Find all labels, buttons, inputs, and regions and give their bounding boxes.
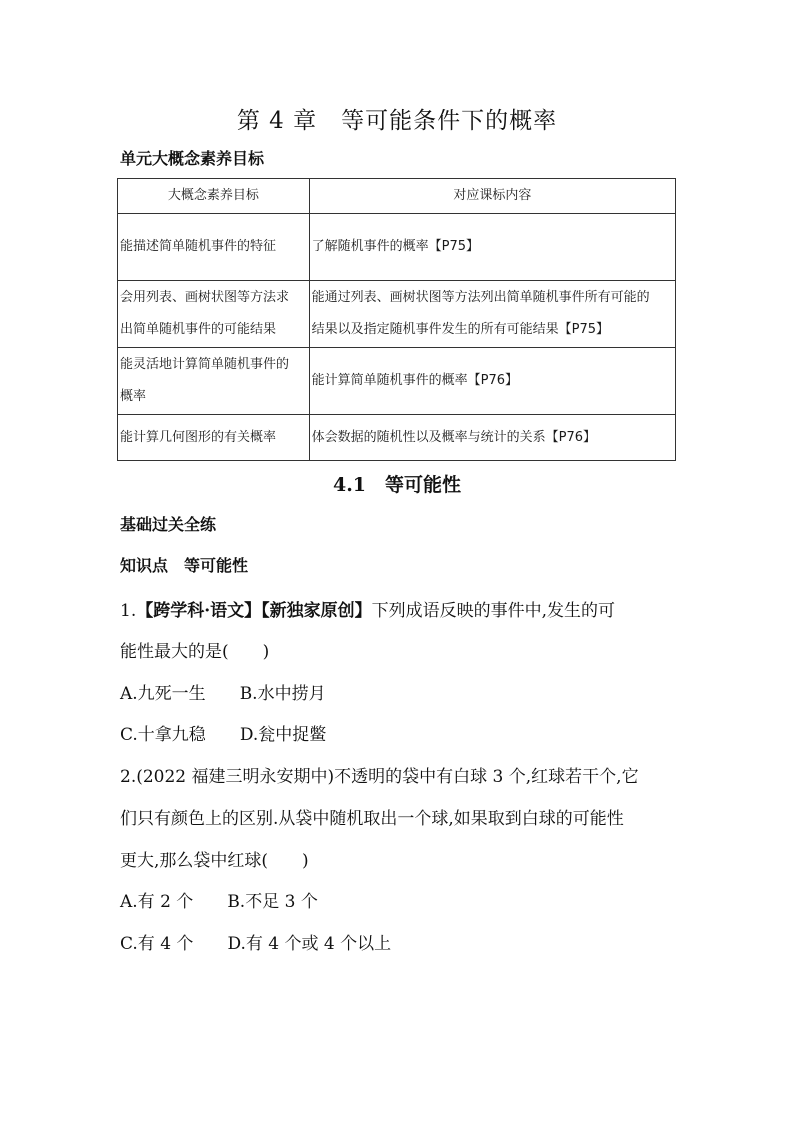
knowledge-point-heading: 知识点 等可能性	[120, 556, 249, 575]
option-c: C.有 4 个	[120, 934, 194, 954]
option-a: A.有 2 个	[120, 892, 194, 912]
table-row	[118, 348, 676, 415]
table-header-row	[118, 179, 676, 214]
option-b: B.水中捞月	[239, 684, 326, 704]
table-header-standard: 对应课标内容	[309, 179, 675, 214]
table-row	[118, 415, 676, 461]
unit-goals-heading: 单元大概念素养目标	[120, 149, 265, 168]
question-1-stem: 1.【跨学科·语文】【新独家原创】下列成语反映的事件中,发生的可	[120, 601, 616, 621]
question-1-options-row1	[120, 679, 326, 704]
table-row	[118, 214, 676, 281]
question-2-stem-cont: 更大,那么袋中红球( )	[120, 851, 309, 871]
option-b: B.不足 3 个	[227, 892, 318, 912]
option-d: D.有 4 个或 4 个以上	[227, 934, 392, 954]
question-1-tags: 【跨学科·语文】【新独家原创】	[136, 601, 372, 621]
question-1-options-row2	[120, 720, 326, 745]
goals-table	[117, 178, 676, 461]
goal-cell: 会用列表、画树状图等方法求 出简单随机事件的可能结果	[118, 281, 310, 348]
practice-heading: 基础过关全练	[120, 515, 217, 534]
question-2-stem-cont: 们只有颜色上的区别.从袋中随机取出一个球,如果取到白球的可能性	[120, 809, 624, 829]
table-header-goal: 大概念素养目标	[118, 179, 310, 214]
standard-cell: 能通过列表、画树状图等方法列出简单随机事件所有可能的 结果以及指定随机事件发生的所有可能结果【P75】	[309, 281, 675, 348]
option-a: A.九死一生	[120, 684, 206, 704]
standard-cell: 了解随机事件的概率【P75】	[309, 214, 675, 281]
standard-cell: 能计算简单随机事件的概率【P76】	[309, 348, 675, 415]
option-d: D.瓮中捉鳖	[239, 725, 327, 745]
standard-cell: 体会数据的随机性以及概率与统计的关系【P76】	[309, 415, 675, 461]
question-2-options-row1	[120, 887, 318, 912]
goal-cell: 能计算几何图形的有关概率	[118, 415, 310, 461]
goal-cell: 能描述简单随机事件的特征	[118, 214, 310, 281]
option-c: C.十拿九稳	[120, 725, 206, 745]
question-2-options-row2	[120, 929, 391, 954]
question-1-stem-cont: 能性最大的是( )	[120, 642, 270, 662]
chapter-title: 第 4 章 等可能条件下的概率	[236, 108, 558, 134]
goal-cell: 能灵活地计算简单随机事件的 概率	[118, 348, 310, 415]
table-row	[118, 281, 676, 348]
section-title: 4.1 等可能性	[332, 474, 462, 496]
question-2-stem: 2.(2022 福建三明永安期中)不透明的袋中有白球 3 个,红球若干个,它	[120, 767, 639, 787]
